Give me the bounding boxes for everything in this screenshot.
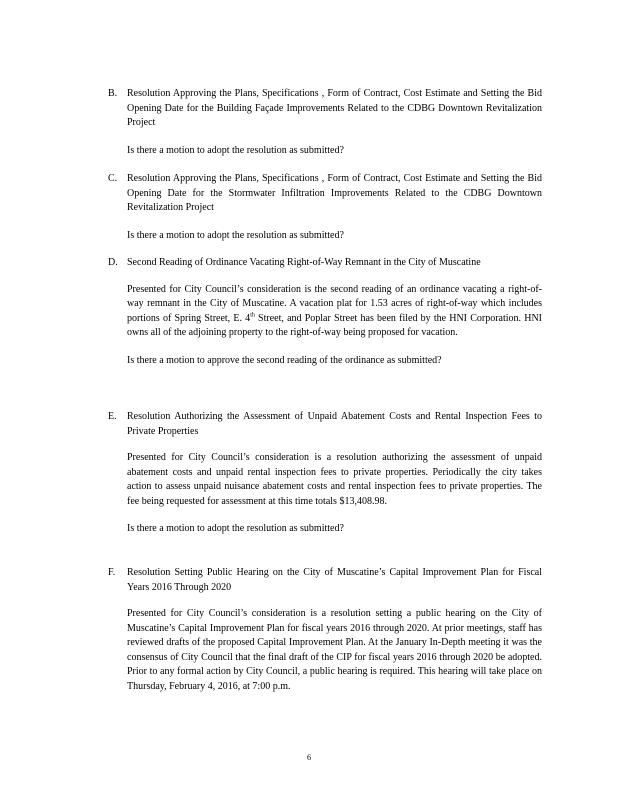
- agenda-item-c: [108, 172, 542, 243]
- item-heading: Resolution Approving the Plans, Specifications , Form of Contract, Cost Estimate and Setting the Bid Opening Date for the Stormwater Infiltration Improvements Related to the CDBG Downtown Revitalization Project: [127, 173, 542, 213]
- item-description: [127, 283, 542, 341]
- item-letter: B.: [108, 88, 118, 99]
- agenda-item-d: [108, 256, 542, 368]
- item-description: Presented for City Council’s consideration is a resolution authorizing the assessment of unpaid abatement costs and unpaid rental inspection fees to private properties. Periodically the city takes action to assess unpaid nuisance abatement costs and rental inspection fees to private properties. The fee being requested for assessment at this time totals $13,408.98.: [127, 452, 542, 507]
- agenda-item-f: [108, 566, 542, 694]
- item-heading: Resolution Authorizing the Assessment of Unpaid Abatement Costs and Rental Inspection Fees to Private Properties: [127, 411, 542, 437]
- item-letter: F.: [108, 567, 116, 578]
- item-heading: Resolution Setting Public Hearing on the City of Muscatine’s Capital Improvement Plan for Fiscal Years 2016 Through 2020: [127, 567, 542, 593]
- page-number: 6: [307, 753, 311, 762]
- motion-question: Is there a motion to adopt the resolution as submitted?: [127, 229, 344, 241]
- item-heading: Second Reading of Ordinance Vacating Right-of-Way Remnant in the City of Muscatine: [127, 257, 481, 268]
- description-text: Street, and Poplar Street has been filed by the HNI Corporation. HNI owns all of the adjoining property to the right-of-way being proposed for vacation.: [127, 312, 542, 338]
- motion-question: Is there a motion to adopt the resolution as submitted?: [127, 523, 344, 534]
- description-text: Presented for City Council’s consideration is the second reading of an ordinance vacating a right-of-way remnant in the City of Muscatine. A vacation plat for 1.53 acres of right-of-way which includes portions of Spring Street, E. 4: [127, 283, 542, 324]
- ordinal-superscript: th: [250, 312, 255, 319]
- item-heading: Resolution Approving the Plans, Specifications , Form of Contract, Cost Estimate and Setting the Bid Opening Date for the Building Façade Improvements Related to the CDBG Downtown Revitalization Project: [127, 88, 542, 128]
- motion-question: Is there a motion to adopt the resolution as submitted?: [127, 144, 344, 156]
- agenda-item-b: [108, 87, 542, 158]
- item-letter: C.: [108, 173, 118, 184]
- item-description: Presented for City Council’s consideration is a resolution setting a public hearing on the City of Muscatine’s Capital Improvement Plan for fiscal years 2016 through 2020. At prior meetings, staff has reviewed drafts of the proposed Capital Improvement Plan. At the January In-Depth meeting it was the consensus of City Council that the final draft of the CIP for fiscal years 2016 through 2020 be adopted. Prior to any formal action by City Council, a public hearing is required. This hearing will take place on Thursday, February 4, 2016, at 7:00 p.m.: [127, 608, 542, 692]
- item-letter: E.: [108, 411, 117, 422]
- agenda-item-e: [108, 410, 542, 537]
- motion-question: Is there a motion to approve the second reading of the ordinance as submitted?: [127, 354, 442, 366]
- item-letter: D.: [108, 257, 118, 268]
